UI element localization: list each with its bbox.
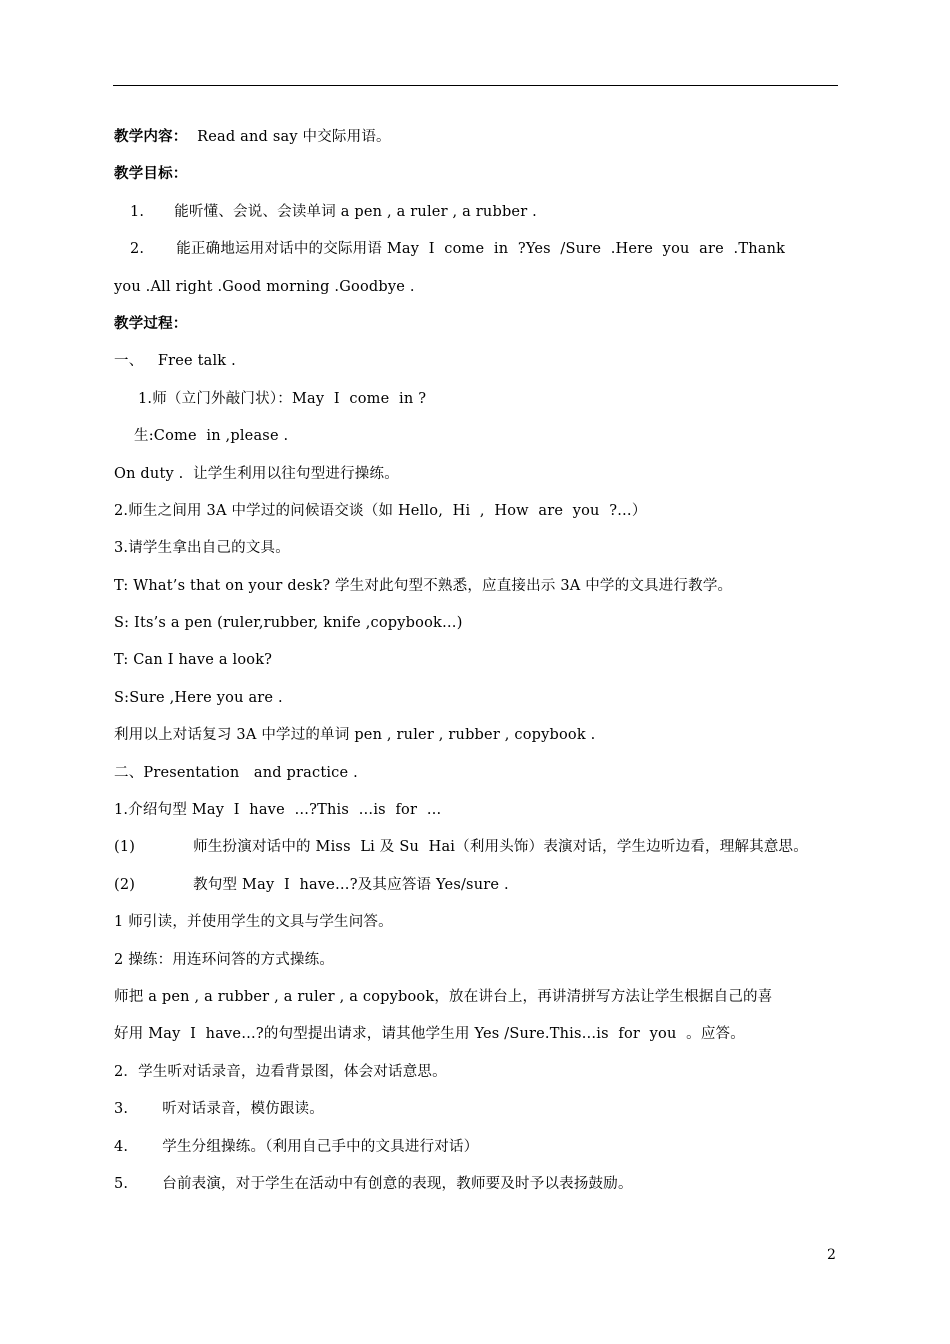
document-body	[114, 124, 854, 1208]
paragraph-line: 师把 a pen , a rubber , a ruler , a copybook，放在讲台上，再讲清拼写方法让学生根据自己的喜	[114, 988, 773, 1005]
paragraph-line: 1.师（立门外敲门状）：May I come in ?	[138, 390, 427, 407]
item-text: 能正确地运用对话中的交际用语 May I come in ?Yes /Sure .Here you are .Thank	[176, 241, 786, 258]
header-rule	[113, 85, 838, 86]
item-text: 能听懂、会说、会读单词 a pen , a ruler , a rubber .	[174, 203, 537, 220]
section-label-process: 教学过程：	[114, 315, 188, 332]
numbered-line	[114, 1171, 854, 1208]
paragraph-line: T: What’s that on your desk? 学生对此句型不熟悉，应直接出示 3A 中学的文具进行教学。	[114, 577, 733, 594]
item-text: 台前表演，对于学生在活动中有创意的表现，教师要及时予以表扬鼓励。	[162, 1175, 633, 1192]
section-label-goals: 教学目标：	[114, 166, 188, 183]
paragraph-line: 1 师引读，并使用学生的文具与学生问答。	[114, 914, 393, 931]
text: Read and say 中交际用语。	[187, 129, 391, 145]
paragraph-line: 1.介绍句型 May I have …?This …is for …	[114, 802, 442, 819]
item-text: 师生扮演对话中的 Miss Li 及 Su Hai（利用头饰）表演对话，学生边听边看，理解其意思。	[193, 839, 808, 856]
section-label-content	[114, 124, 854, 161]
paragraph-line: On duty . 让学生利用以往句型进行操练。	[114, 465, 399, 482]
numbered-line	[114, 1134, 854, 1171]
item-number: 1.	[130, 203, 145, 220]
page-number: 2	[827, 1247, 836, 1263]
paragraph-line: S:Sure ,Here you are .	[114, 689, 283, 706]
goal-item-1	[114, 199, 854, 236]
paragraph-line: 利用以上对话复习 3A 中学过的单词 pen , ruler , rubber , copybook .	[114, 727, 596, 744]
item-number: 5.	[114, 1175, 129, 1192]
numbered-line	[114, 872, 854, 909]
paragraph-line: 2．学生听对话录音，边看背景图，体会对话意思。	[114, 1063, 447, 1080]
item-text: 听对话录音，模仿跟读。	[162, 1101, 324, 1118]
item-number: (1)	[114, 839, 136, 856]
paragraph-line: 2.师生之间用 3A 中学过的问候语交谈（如 Hello, Hi , How are you ?…）	[114, 502, 647, 519]
item-number: 4.	[114, 1138, 129, 1155]
item-number: (2)	[114, 876, 136, 893]
item-number: 2.	[130, 241, 145, 258]
goal-item-2	[114, 236, 854, 273]
paragraph-line: 2 操练：用连环问答的方式操练。	[114, 951, 335, 968]
numbered-line	[114, 834, 854, 871]
paragraph-line: T: Can I have a look?	[114, 652, 273, 669]
paragraph-line: 好用 May I have…?的句型提出请求，请其他学生用 Yes /Sure.This…is for you 。应答。	[114, 1026, 745, 1043]
paragraph-line: you .All right .Good morning .Goodbye .	[114, 278, 415, 295]
item-text: 教句型 May I have…?及其应答语 Yes/sure .	[193, 876, 509, 893]
paragraph-line: S: Its’s a pen (ruler,rubber, knife ,copybook…)	[114, 615, 463, 632]
item-number: 3.	[114, 1101, 129, 1118]
paragraph-line: 二、Presentation and practice .	[114, 764, 358, 781]
paragraph-line: 3.请学生拿出自己的文具。	[114, 540, 290, 557]
numbered-line	[114, 1096, 854, 1133]
paragraph-line: 生:Come in ,please .	[134, 428, 289, 445]
paragraph-line: 一、 Free talk .	[114, 353, 236, 370]
item-text: 学生分组操练。（利用自己手中的文具进行对话）	[162, 1138, 479, 1155]
label: 教学内容：	[114, 129, 188, 145]
